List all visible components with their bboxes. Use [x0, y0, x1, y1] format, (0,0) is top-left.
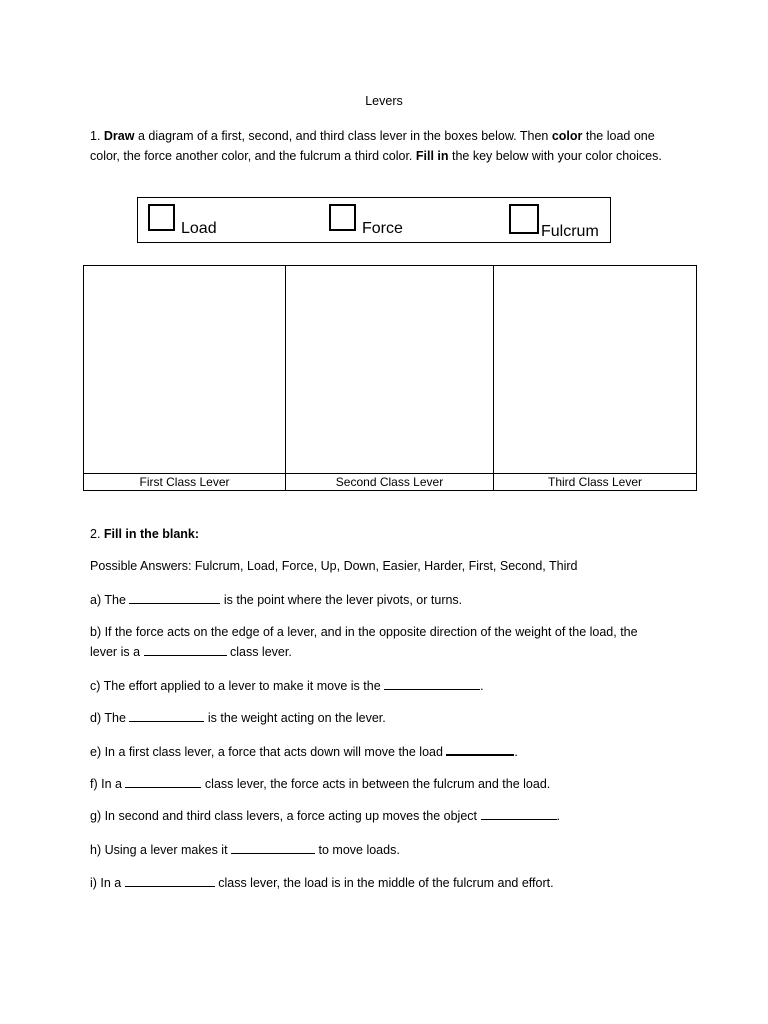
fulcrum-color-square[interactable]: [509, 204, 539, 234]
qd-post: is the weight acting on the lever.: [204, 711, 386, 725]
q1-text-3: the key below with your color choices.: [448, 149, 662, 163]
question-c: [90, 676, 690, 696]
blank-f[interactable]: [125, 774, 201, 788]
question-i: [90, 873, 690, 893]
question-d: [90, 708, 690, 728]
third-class-caption: Third Class Lever: [494, 474, 697, 491]
qf-pre: f) In a: [90, 777, 126, 791]
qi-post: class lever, the load is in the middle of the fulcrum and effort.: [214, 876, 554, 890]
blank-i[interactable]: [125, 873, 215, 887]
qe-pre: e) In a first class lever, a force that acts down will move the load: [90, 745, 447, 759]
blank-a[interactable]: [129, 590, 220, 604]
first-class-caption: First Class Lever: [84, 474, 286, 491]
blank-b[interactable]: [144, 642, 227, 656]
key-label-fulcrum: Fulcrum: [541, 223, 599, 240]
qb-post: class lever.: [226, 645, 292, 659]
question-h: [90, 840, 690, 860]
first-class-drawing-box[interactable]: [84, 266, 286, 474]
key-label-force: Force: [362, 220, 403, 237]
possible-answers: Possible Answers: Fulcrum, Load, Force, Up, Down, Easier, Harder, First, Second, Third: [90, 559, 578, 573]
q1-color-keyword: color: [551, 129, 583, 143]
color-key-box: [137, 197, 611, 243]
qb-line-2: [90, 642, 690, 662]
qc-pre: c) The effort applied to a lever to make it move is the: [90, 679, 385, 693]
question-1-instructions: [90, 126, 680, 166]
qi-pre: i) In a: [90, 876, 125, 890]
q1-draw-keyword: Draw: [103, 129, 135, 143]
qd-pre: d) The: [90, 711, 130, 725]
second-class-caption: Second Class Lever: [286, 474, 494, 491]
blank-h[interactable]: [231, 840, 315, 854]
qh-pre: h) Using a lever makes it: [90, 843, 232, 857]
q1-text-1: a diagram of a first, second, and third class lever in the boxes below. Then: [134, 129, 552, 143]
lever-drawing-table: [83, 265, 697, 491]
third-class-drawing-box[interactable]: [494, 266, 697, 474]
key-item-load: [148, 204, 217, 237]
blank-c[interactable]: [384, 676, 480, 690]
force-color-square[interactable]: [329, 204, 356, 231]
q2-number: 2.: [90, 527, 104, 541]
qe-post: .: [514, 745, 518, 759]
q1-fill-in-keyword: Fill in: [415, 149, 449, 163]
load-color-square[interactable]: [148, 204, 175, 231]
qh-post: to move loads.: [315, 843, 400, 857]
second-class-drawing-box[interactable]: [286, 266, 494, 474]
key-item-fulcrum: [509, 204, 599, 240]
q2-heading-text: Fill in the blank:: [103, 527, 200, 541]
qb-pre: lever is a: [90, 645, 144, 659]
question-b: [90, 622, 690, 662]
qf-post: class lever, the force acts in between the fulcrum and the load.: [201, 777, 551, 791]
key-item-force: [329, 204, 403, 237]
blank-d[interactable]: [129, 708, 204, 722]
question-f: [90, 774, 690, 794]
qb-line-1: b) If the force acts on the edge of a lever, and in the opposite direction of the weight of the load, the: [90, 625, 638, 639]
question-g: [90, 806, 690, 826]
blank-e[interactable]: [446, 741, 514, 756]
key-label-load: Load: [181, 220, 217, 237]
page-title: Levers: [365, 94, 403, 108]
qa-post: is the point where the lever pivots, or turns.: [220, 593, 463, 607]
question-2-heading: [90, 524, 690, 544]
qg-pre: g) In second and third class levers, a force acting up moves the object: [90, 809, 481, 823]
blank-g[interactable]: [481, 806, 557, 820]
q1-text-2: the load one color, the force another color, and the fulcrum a third color.: [90, 129, 655, 163]
q1-number: 1.: [90, 129, 104, 143]
question-a: [90, 590, 690, 610]
qg-post: .: [556, 809, 560, 823]
qa-pre: a) The: [90, 593, 130, 607]
question-e: [90, 741, 690, 762]
qc-post: .: [480, 679, 484, 693]
